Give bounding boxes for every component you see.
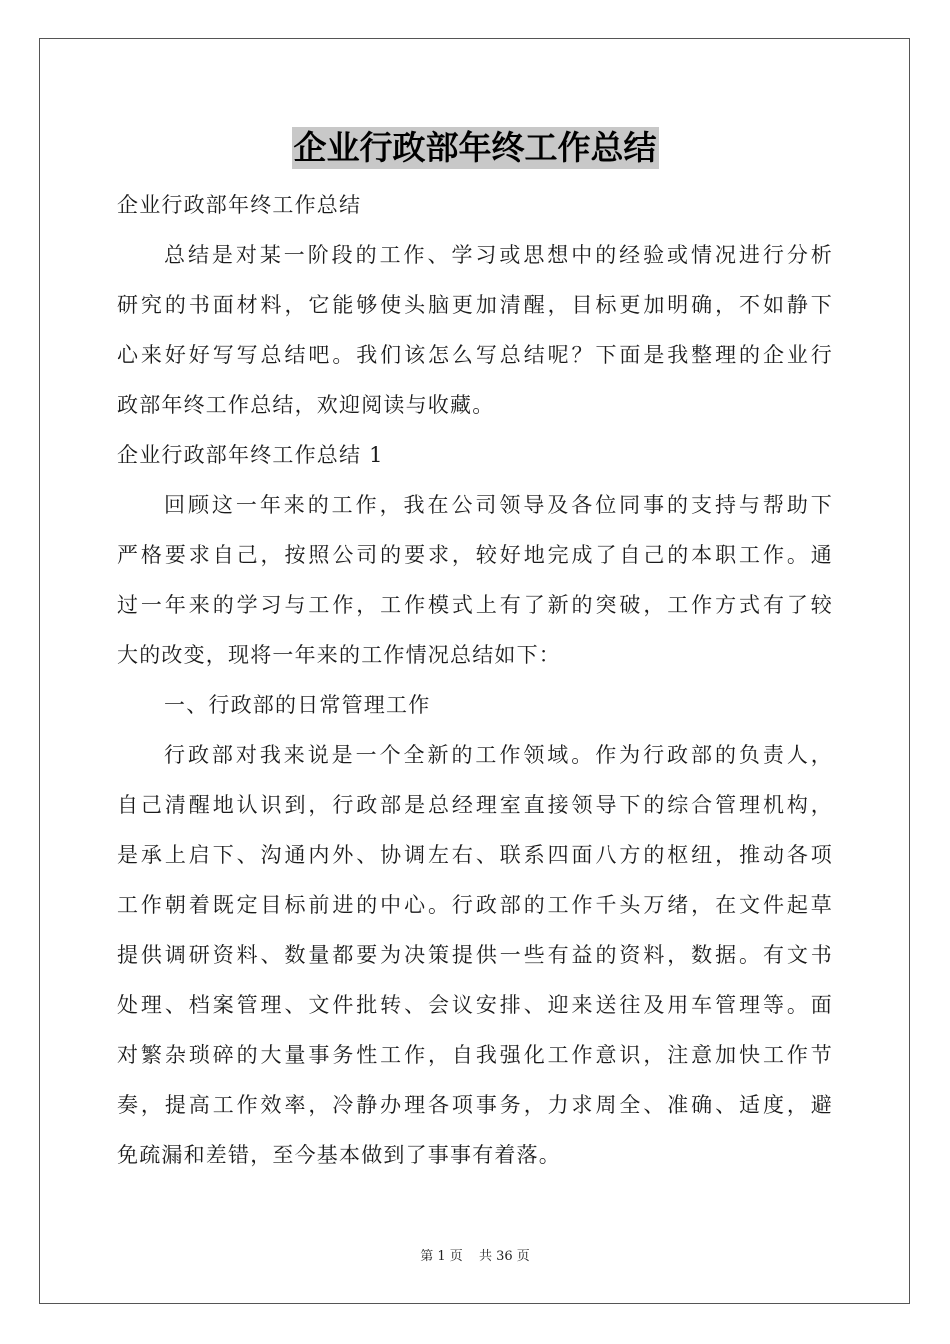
- subsection-heading: 一、行政部的日常管理工作: [164, 693, 431, 717]
- document-title: 企业行政部年终工作总结: [293, 128, 657, 167]
- paragraph-line: 免疏漏和差错，至今基本做到了事事有着落。: [117, 1143, 561, 1167]
- paragraph-line: 提供调研资料、数量都要为决策提供一些有益的资料，数据。有文书: [117, 943, 833, 967]
- paragraph-line: 自己清醒地认识到，行政部是总经理室直接领导下的综合管理机构，: [117, 793, 833, 817]
- title-container: [0, 127, 950, 169]
- paragraph-line: 严格要求自己，按照公司的要求，较好地完成了自己的本职工作。通: [117, 543, 833, 567]
- paragraph-line: 回顾这一年来的工作，我在公司领导及各位同事的支持与帮助下: [164, 493, 833, 517]
- page-number: 第 1 页: [420, 1249, 463, 1264]
- page-total: 共 36 页: [478, 1249, 530, 1264]
- paragraph-line: 行政部对我来说是一个全新的工作领域。作为行政部的负责人，: [164, 743, 833, 767]
- paragraph-line: 过一年来的学习与工作，工作模式上有了新的突破，工作方式有了较: [117, 593, 833, 617]
- paragraph-line: 总结是对某一阶段的工作、学习或思想中的经验或情况进行分析: [164, 243, 833, 267]
- page-footer: [0, 1245, 950, 1264]
- paragraph-line: 大的改变，现将一年来的工作情况总结如下：: [117, 643, 561, 667]
- section-heading: 企业行政部年终工作总结 1: [117, 443, 384, 467]
- paragraph-line: 工作朝着既定目标前进的中心。行政部的工作千头万绪，在文件起草: [117, 893, 833, 917]
- paragraph-line: 奏，提高工作效率，冷静办理各项事务，力求周全、准确、适度，避: [117, 1093, 833, 1117]
- subtitle-line: 企业行政部年终工作总结: [117, 193, 362, 217]
- paragraph-line: 处理、档案管理、文件批转、会议安排、迎来送往及用车管理等。面: [117, 993, 833, 1017]
- paragraph-line: 政部年终工作总结，欢迎阅读与收藏。: [117, 393, 495, 417]
- paragraph-line: 对繁杂琐碎的大量事务性工作，自我强化工作意识，注意加快工作节: [117, 1043, 833, 1067]
- paragraph-line: 心来好好写写总结吧。我们该怎么写总结呢？下面是我整理的企业行: [117, 343, 833, 367]
- paragraph-line: 研究的书面材料，它能够使头脑更加清醒，目标更加明确，不如静下: [117, 293, 833, 317]
- document-body: [117, 180, 833, 1180]
- paragraph-line: 是承上启下、沟通内外、协调左右、联系四面八方的枢纽，推动各项: [117, 843, 833, 867]
